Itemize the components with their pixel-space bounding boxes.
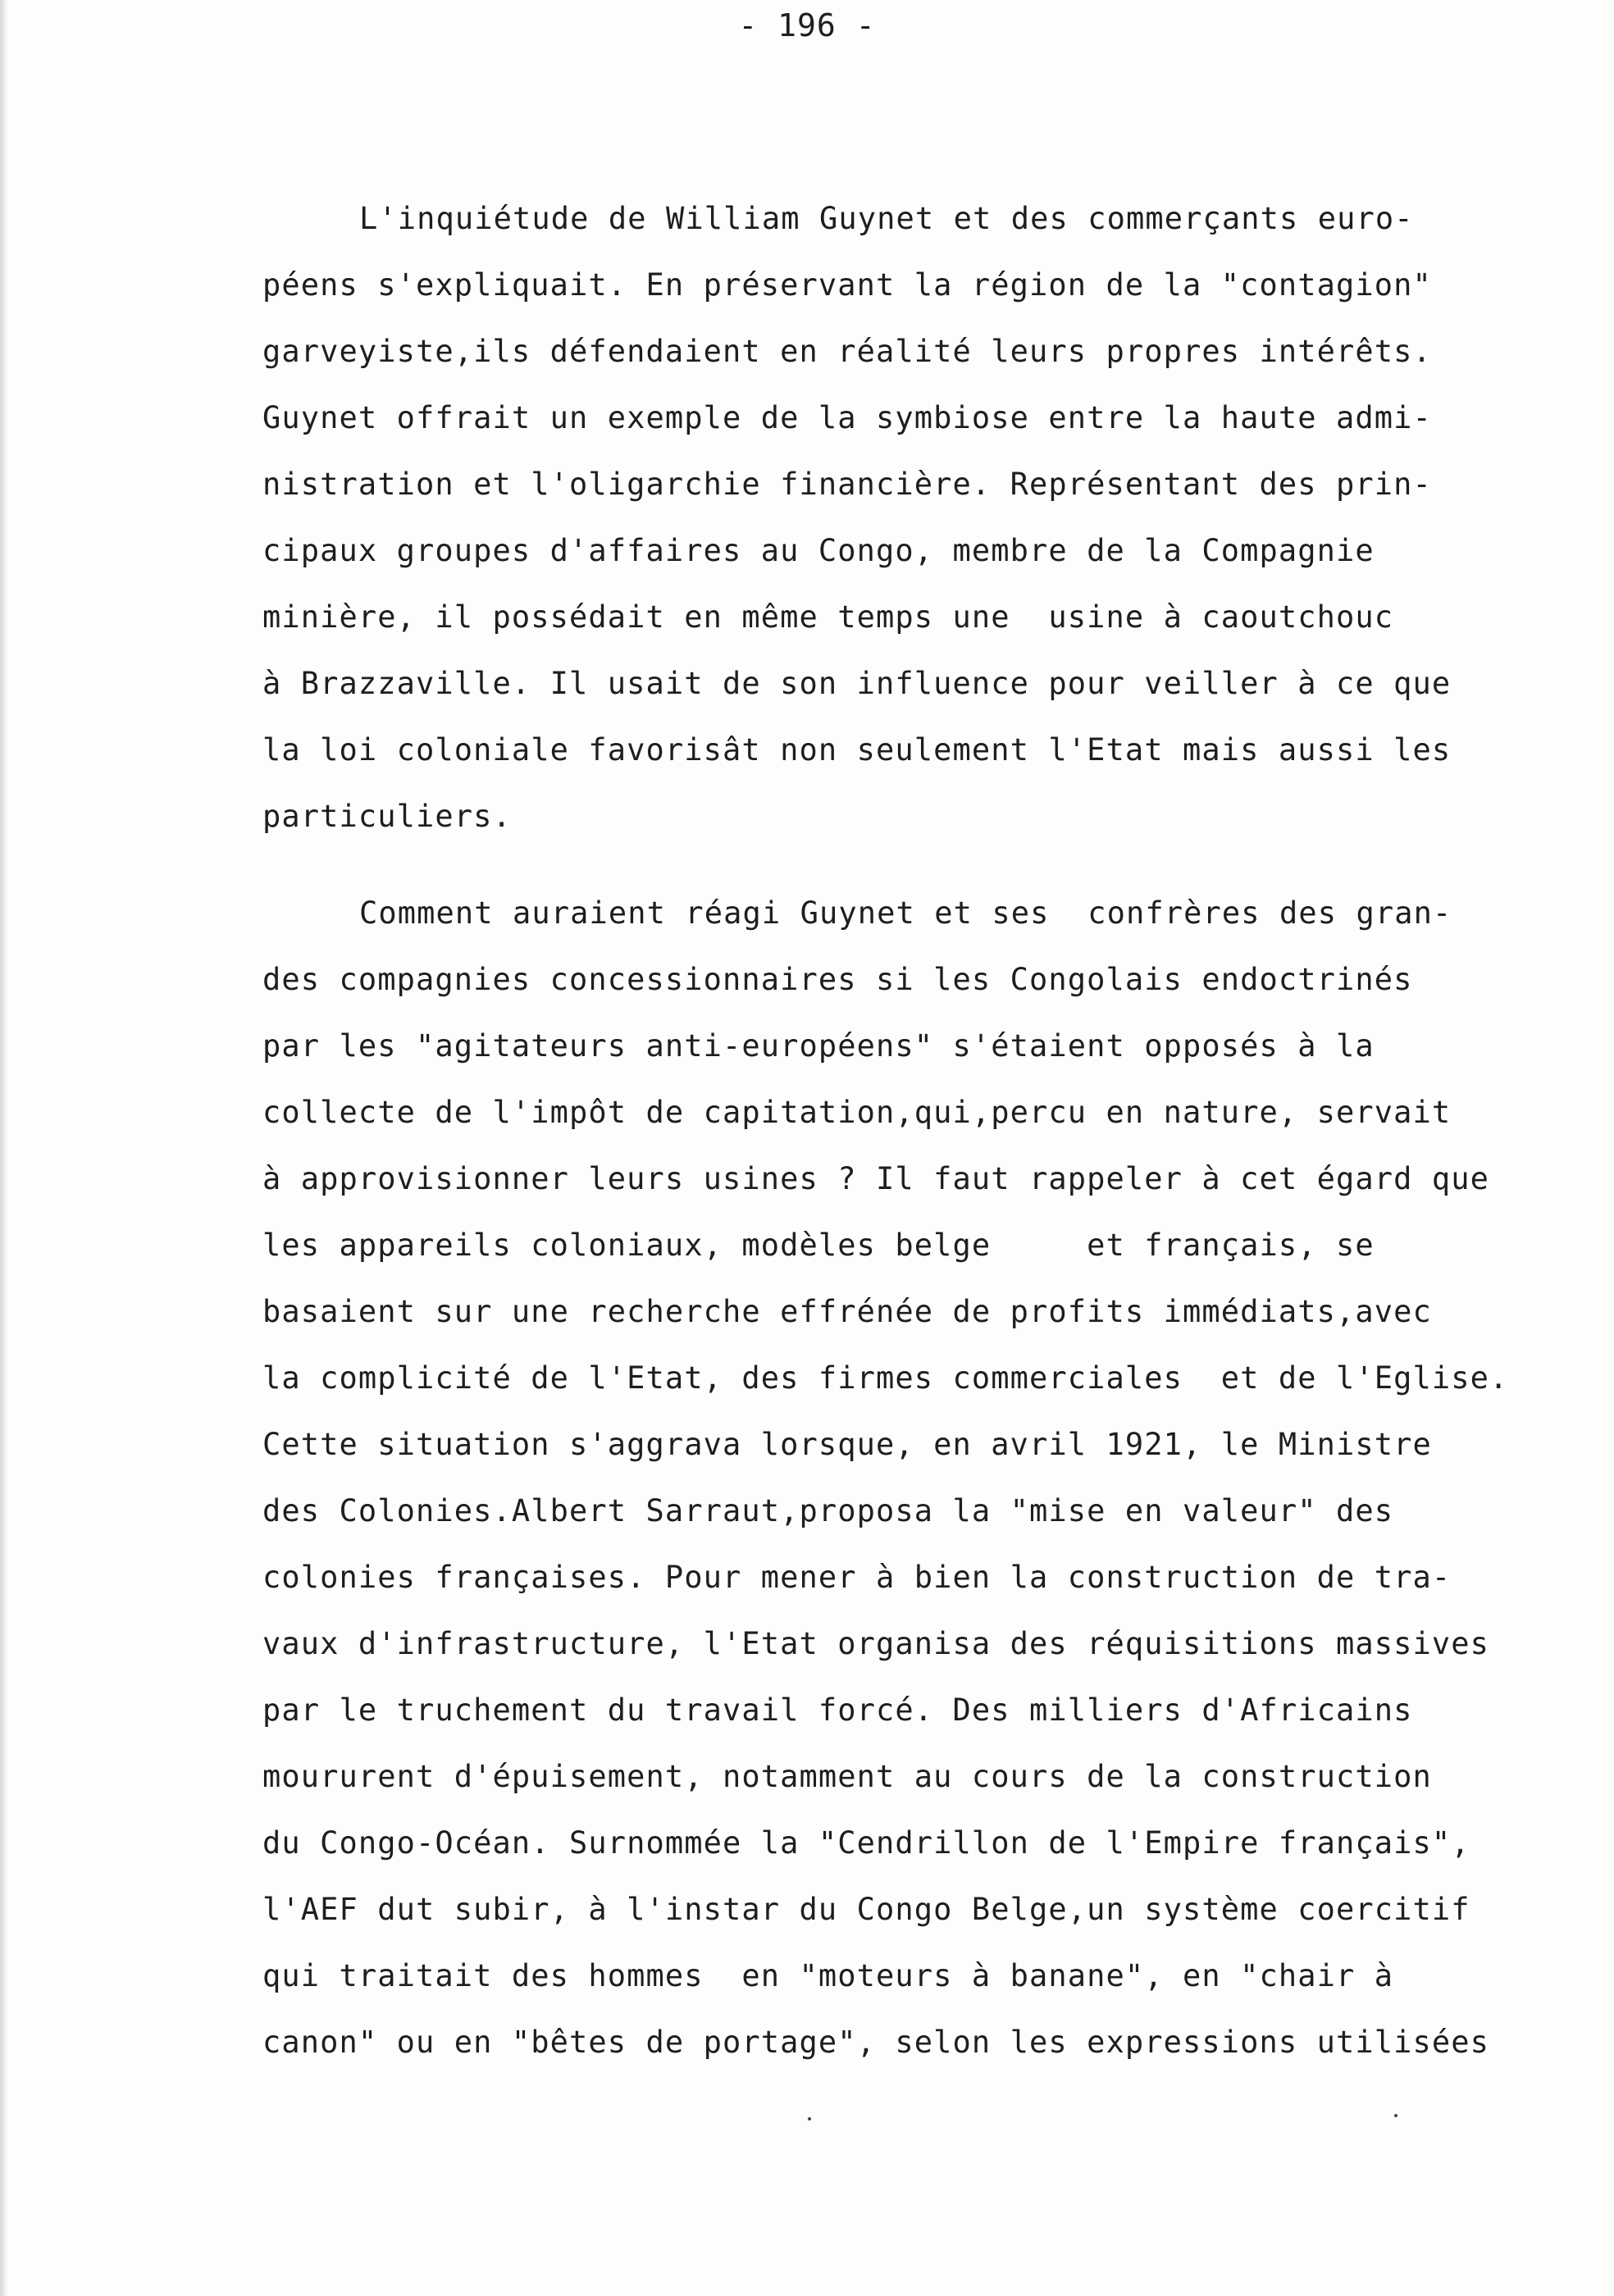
text-line: les appareils coloniaux, modèles belge et français, se (262, 1228, 1375, 1263)
text-line: à Brazzaville. Il usait de son influence pour veiller à ce que (262, 666, 1452, 701)
scan-speck (808, 2117, 811, 2121)
text-line: minière, il possédait en même temps une usine à caoutchouc (262, 599, 1394, 635)
text-line: cipaux groupes d'affaires au Congo, membre de la Compagnie (262, 533, 1375, 568)
text-line: la complicité de l'Etat, des firmes commerciales et de l'Eglise. (262, 1360, 1509, 1396)
text-line: basaient sur une recherche effrénée de profits immédiats,avec (262, 1294, 1432, 1329)
text-line: colonies françaises. Pour mener à bien la construction de tra- (262, 1560, 1452, 1595)
text-line: moururent d'épuisement, notamment au cours de la construction (262, 1759, 1432, 1794)
text-line: des compagnies concessionnaires si les Congolais endoctrinés (262, 962, 1413, 997)
text-line: Guynet offrait un exemple de la symbiose entre la haute admi- (262, 400, 1432, 435)
text-line: péens s'expliquait. En préservant la région de la "contagion" (262, 267, 1432, 303)
scan-speck (1394, 2114, 1397, 2117)
scan-edge-shadow (0, 0, 8, 2296)
text-line: collecte de l'impôt de capitation,qui,percu en nature, servait (262, 1095, 1452, 1130)
text-line: l'AEF dut subir, à l'instar du Congo Belge,un système coercitif (262, 1892, 1470, 1927)
text-line: garveyiste,ils défendaient en réalité leurs propres intérêts. (262, 334, 1432, 369)
text-line: Cette situation s'aggrava lorsque, en avril 1921, le Ministre (262, 1427, 1432, 1462)
text-line: à approvisionner leurs usines ? Il faut rappeler à cet égard que (262, 1161, 1490, 1196)
text-line: Comment auraient réagi Guynet et ses confrères des gran- (359, 895, 1452, 931)
page-number: - 196 - (738, 7, 876, 43)
paragraph-1 (262, 185, 1591, 850)
text-line: vaux d'infrastructure, l'Etat organisa des réquisitions massives (262, 1626, 1490, 1661)
text-line: nistration et l'oligarchie financière. Représentant des prin- (262, 467, 1432, 502)
text-line: par le truchement du travail forcé. Des milliers d'Africains (262, 1692, 1413, 1728)
text-line: des Colonies.Albert Sarraut,proposa la "mise en valeur" des (262, 1493, 1394, 1528)
text-line: particuliers. (262, 799, 512, 834)
text-line: la loi coloniale favorisât non seulement l'Etat mais aussi les (262, 732, 1452, 768)
text-line: par les "agitateurs anti-européens" s'étaient opposés à la (262, 1028, 1375, 1064)
text-line: L'inquiétude de William Guynet et des commerçants euro- (359, 201, 1414, 236)
text-line: du Congo-Océan. Surnommée la "Cendrillon de l'Empire français", (262, 1825, 1470, 1861)
paragraph-2 (262, 880, 1591, 2075)
text-line: qui traitait des hommes en "moteurs à banane", en "chair à (262, 1958, 1394, 1993)
text-line: canon" ou en "bêtes de portage", selon les expressions utilisées (262, 2025, 1490, 2060)
